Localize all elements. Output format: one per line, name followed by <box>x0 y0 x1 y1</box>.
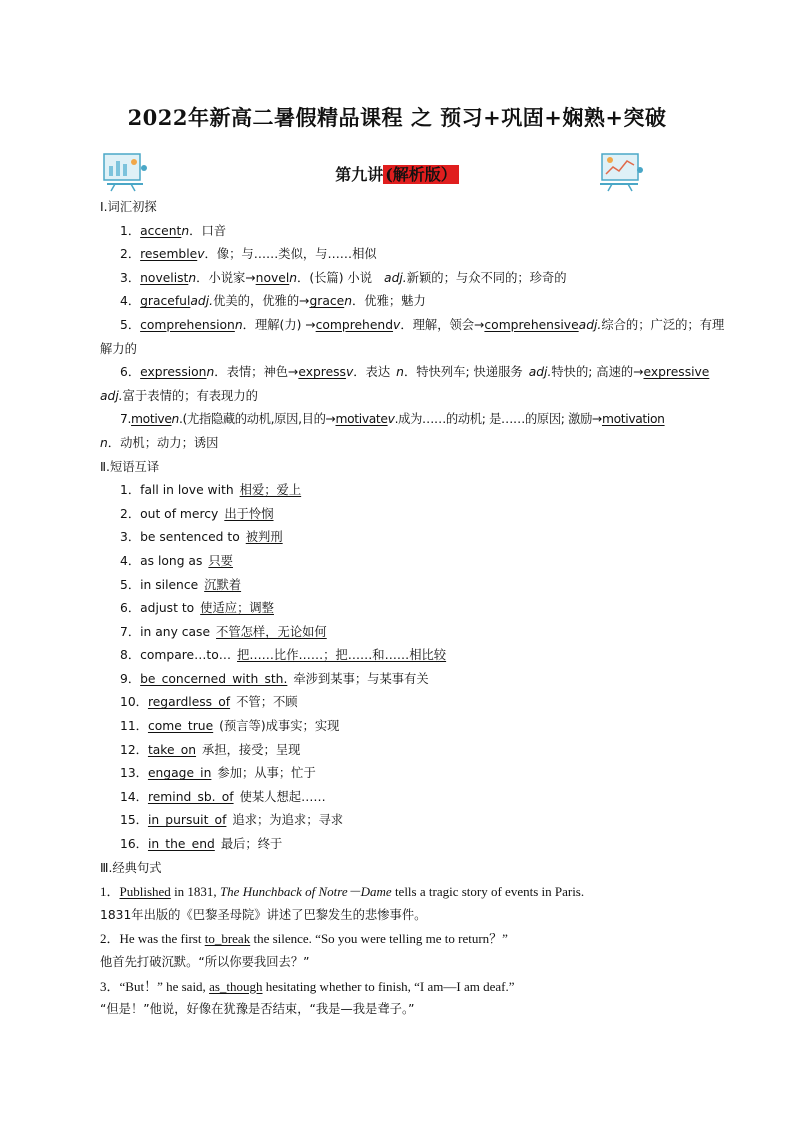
vocab-item: 4．gracefuladj.优美的，优雅的→gracen．优雅；魅力 <box>120 294 426 309</box>
vocab-word: motivate <box>335 412 388 427</box>
phrase-cn: 沉默着 <box>204 577 242 592</box>
phrase-en: take_on <box>147 742 197 757</box>
vocab-word: express <box>298 365 346 380</box>
phrase-en: come_true <box>147 719 214 734</box>
phrase-en: regardless_of <box>147 695 231 710</box>
phrase-en: engage_in <box>147 766 212 781</box>
phrase-cn: 出于怜悯 <box>224 506 274 521</box>
section-heading: Ⅰ.词汇初探 <box>100 200 157 214</box>
vocab-item: 7.motiven.(尤指隐藏的动机,原因,目的→motivatev.成为……的动机; 是……的原因; 激励→motivation <box>120 412 665 427</box>
phrase-en: be sentenced to <box>140 530 240 545</box>
phrase-en: out of mercy <box>140 506 219 521</box>
lesson-number: 第九讲 <box>335 165 384 184</box>
phrase-cn: 牵涉到某事；与某事有关 <box>293 671 429 686</box>
document-body <box>100 196 725 1022</box>
vocab-word: resemble <box>140 247 198 262</box>
vocab-item: 3．novelistn．小说家→noveln．(长篇) 小说 adj.新颖的；与众不同的；珍奇的 <box>120 270 567 285</box>
phrase-cn: 被判刑 <box>245 530 283 545</box>
phrase-item: 9．be_concerned_with_sth. 牵涉到某事；与某事有关 <box>120 671 429 686</box>
vocab-word: comprehensive <box>484 317 579 332</box>
sentence-en: 3．“But！” he said, as_though hesitating whether to finish, “I am—I am deaf.” <box>100 978 515 994</box>
vocab-word: novel <box>255 270 290 285</box>
phrase-item: 6．adjust to 使适应；调整 <box>120 601 274 616</box>
phrase-en: in any case <box>140 624 211 639</box>
phrase-en: compare…to… <box>140 648 232 663</box>
vocab-word: accent <box>140 223 182 238</box>
phrase-en: in_pursuit_of <box>147 813 227 828</box>
phrase-item: 1．fall in love with 相爱；爱上 <box>120 483 302 498</box>
phrase-cn: 追求；为追求；寻求 <box>232 813 344 828</box>
phrase-en: in silence <box>140 577 199 592</box>
vocab-item: 2．resemblev．像；与……类似，与……相似 <box>120 247 377 262</box>
phrase-cn: 不管；不顾 <box>236 695 298 710</box>
vocab-word: grace <box>309 294 345 309</box>
phrase-item: 14．remind_sb._of 使某人想起…… <box>120 789 326 804</box>
vocab-item: 5．comprehensionn．理解(力) →comprehendv．理解，领会→comprehensiveadj.综合的；广泛的；有理 <box>120 317 725 332</box>
vocab-word: comprehension <box>140 317 235 332</box>
vocab-word: graceful <box>140 294 191 309</box>
vocab-word: motive <box>131 412 172 427</box>
phrase-en: be_concerned_with_sth. <box>140 671 288 686</box>
phrase-item: 16．in_the_end 最后；终于 <box>120 837 283 852</box>
vocab-item-continued: n．动机；动力；诱因 <box>100 435 219 450</box>
vocab-item-continued: adj.富于表情的；有表现力的 <box>100 388 258 403</box>
phrase-item: 5．in silence 沉默着 <box>120 577 242 592</box>
phrase-cn: 使某人想起…… <box>239 789 326 804</box>
phrase-item: 12．take_on 承担，接受；呈现 <box>120 742 301 757</box>
phrase-item: 2．out of mercy 出于怜悯 <box>120 506 274 521</box>
phrase-cn: 只要 <box>208 553 233 568</box>
vocab-item: 6．expressionn．表情；神色→expressv．表达 n．特快列车; 快递服务 adj.特快的; 高速的→expressive <box>120 365 710 380</box>
phrase-item: 3．be sentenced to 被判刑 <box>120 530 283 545</box>
document-title: 2022年新高二暑假精品课程 之 预习+巩固+娴熟+突破 <box>127 105 667 130</box>
vocab-word: expression <box>140 365 207 380</box>
phrase-item: 15．in_pursuit_of 追求；为追求；寻求 <box>120 813 344 828</box>
phrase-en: remind_sb._of <box>147 789 234 804</box>
phrase-item: 8．compare…to… 把……比作……；把……和……相比较 <box>120 648 447 663</box>
phrase-cn: 把……比作……；把……和……相比较 <box>237 648 447 663</box>
vocab-word: motivation <box>601 412 665 427</box>
phrase-en: as long as <box>140 553 203 568</box>
phrase-cn: (预言等)成事实；实现 <box>219 719 340 734</box>
phrase-cn: 不管怎样，无论如何 <box>216 624 327 639</box>
phrase-item: 7．in any case 不管怎样，无论如何 <box>120 624 327 639</box>
phrase-item: 4．as long as 只要 <box>120 553 233 568</box>
phrase-en: fall in love with <box>140 483 234 498</box>
phrase-cn: 相爱；爱上 <box>239 483 302 498</box>
sentence-cn: 1831年出版的《巴黎圣母院》讲述了巴黎发生的悲惨事件。 <box>100 907 427 922</box>
edition-tag: (解析版） <box>385 165 457 184</box>
sentence-en: 1．Published in 1831, The Hunchback of Notre－Dame tells a tragic story of events in Paris. <box>100 884 585 900</box>
vocab-word: expressive <box>643 365 710 380</box>
vocab-word: comprehend <box>315 317 394 332</box>
vocab-word: novelist <box>140 270 189 285</box>
phrase-en: in_the_end <box>147 837 215 852</box>
section-heading: Ⅲ.经典句式 <box>100 860 162 875</box>
sentence-cn: 他首先打破沉默。“所以你要我回去？” <box>100 955 310 969</box>
section-heading: Ⅱ.短语互译 <box>100 459 160 474</box>
sentence-cn: “但是！”他说，好像在犹豫是否结束，“我是—我是聋子。” <box>100 1002 415 1017</box>
phrase-item: 11．come_true (预言等)成事实；实现 <box>120 719 340 734</box>
phrase-en: adjust to <box>140 601 195 616</box>
lesson-subtitle <box>0 162 794 185</box>
phrase-cn: 承担，接受；呈现 <box>202 742 301 757</box>
sentence-en: 2．He was the first to_break the silence. “So you were telling me to return？” <box>100 931 508 947</box>
phrase-cn: 最后；终于 <box>220 837 283 852</box>
phrase-cn: 使适应；调整 <box>200 601 274 616</box>
vocab-item-continued: 解力的 <box>100 341 137 356</box>
phrase-list <box>100 479 725 857</box>
phrase-item: 13．engage_in 参加；从事；忙于 <box>120 766 316 781</box>
vocab-item: 1．accentn．口音 <box>120 223 227 238</box>
phrase-item: 10．regardless_of 不管；不顾 <box>120 695 298 710</box>
phrase-cn: 参加；从事；忙于 <box>217 766 316 781</box>
